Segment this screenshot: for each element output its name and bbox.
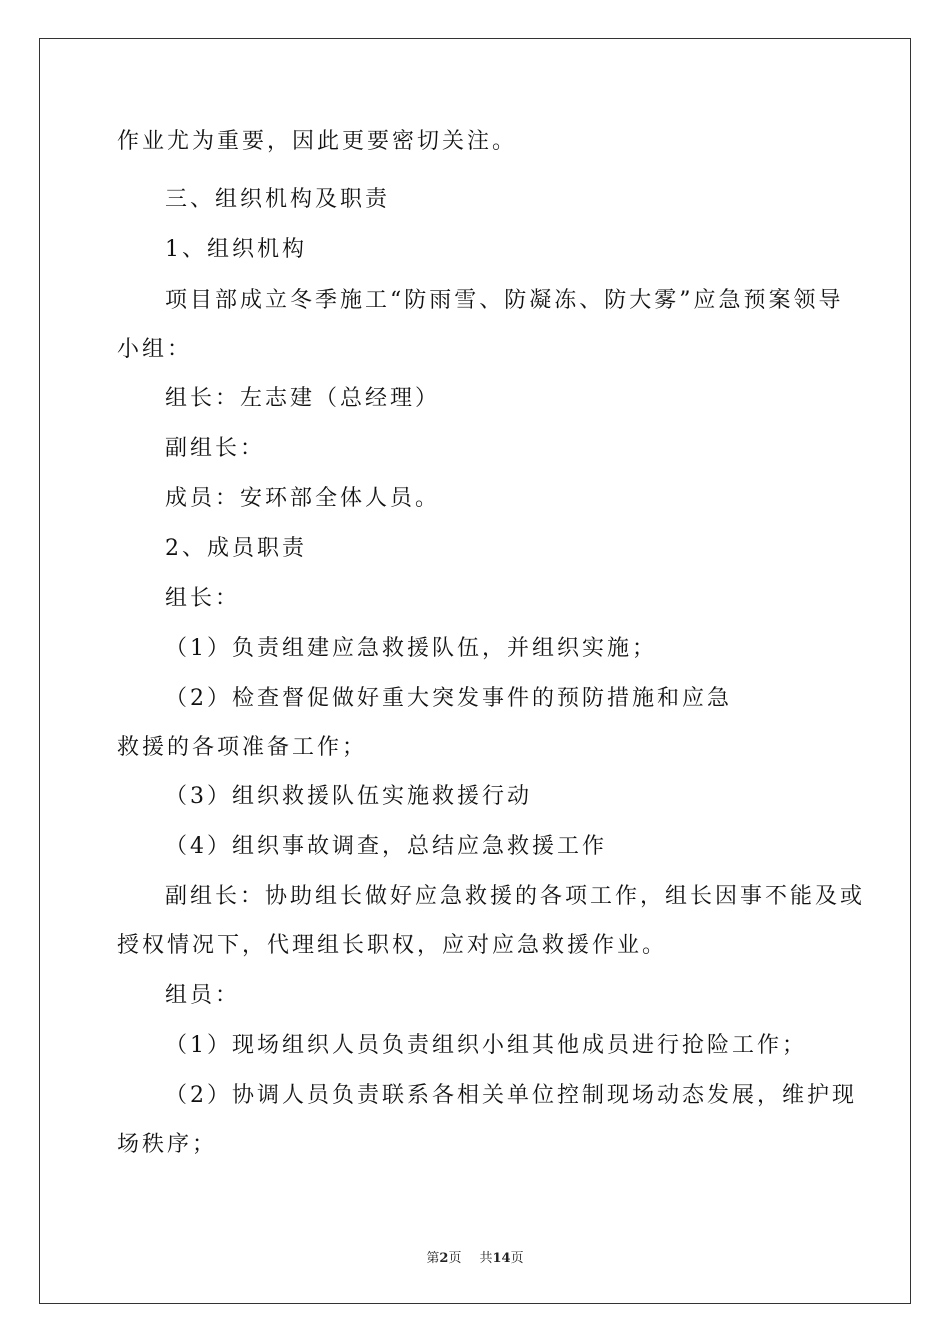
- list-item: （1）现场组织人员负责组织小组其他成员进行抢险工作；: [165, 1033, 807, 1058]
- paragraph-line: 副组长：协助组长做好应急救援的各项工作，组长因事不能及或: [165, 884, 866, 909]
- list-item: （1）负责组建应急救援队伍，并组织实施；: [165, 636, 657, 661]
- paragraph-line: 作业尤为重要，因此更要密切关注。: [117, 129, 518, 154]
- total-suffix: 页: [510, 1251, 524, 1266]
- paragraph-line: 小组：: [117, 337, 193, 362]
- subsection-heading: 2、成员职责: [165, 536, 307, 561]
- page-prefix: 第: [426, 1251, 440, 1266]
- paragraph-line: 组长：: [165, 586, 241, 611]
- total-prefix: 共: [479, 1251, 493, 1266]
- page-suffix: 页: [448, 1251, 462, 1266]
- total-pages: 14: [492, 1251, 511, 1266]
- paragraph-line: 副组长：: [165, 436, 266, 461]
- list-item-continuation: 场秩序；: [117, 1132, 218, 1157]
- page-footer: [0, 1247, 950, 1266]
- paragraph-line: 组长：左志建（总经理）: [165, 386, 441, 411]
- page-number: 2: [439, 1251, 449, 1266]
- list-item-continuation: 救援的各项准备工作；: [117, 735, 368, 760]
- paragraph-line: 授权情况下，代理组长职权，应对应急救援作业。: [117, 933, 668, 958]
- list-item: （4）组织事故调查，总结应急救援工作: [165, 834, 607, 859]
- paragraph-line: 组员：: [165, 983, 241, 1008]
- section-heading: 三、组织机构及职责: [165, 187, 391, 212]
- list-item: （2）协调人员负责联系各相关单位控制现场动态发展，维护现: [165, 1083, 857, 1108]
- paragraph-line: 成员：安环部全体人员。: [165, 486, 441, 511]
- list-item: （3）组织救援队伍实施救援行动: [165, 784, 532, 809]
- list-item: （2）检查督促做好重大突发事件的预防措施和应急: [165, 686, 732, 711]
- subsection-heading: 1、组织机构: [165, 237, 307, 262]
- paragraph-line: 项目部成立冬季施工“防雨雪、防凝冻、防大雾”应急预案领导: [165, 288, 844, 313]
- page-border: [39, 38, 911, 1304]
